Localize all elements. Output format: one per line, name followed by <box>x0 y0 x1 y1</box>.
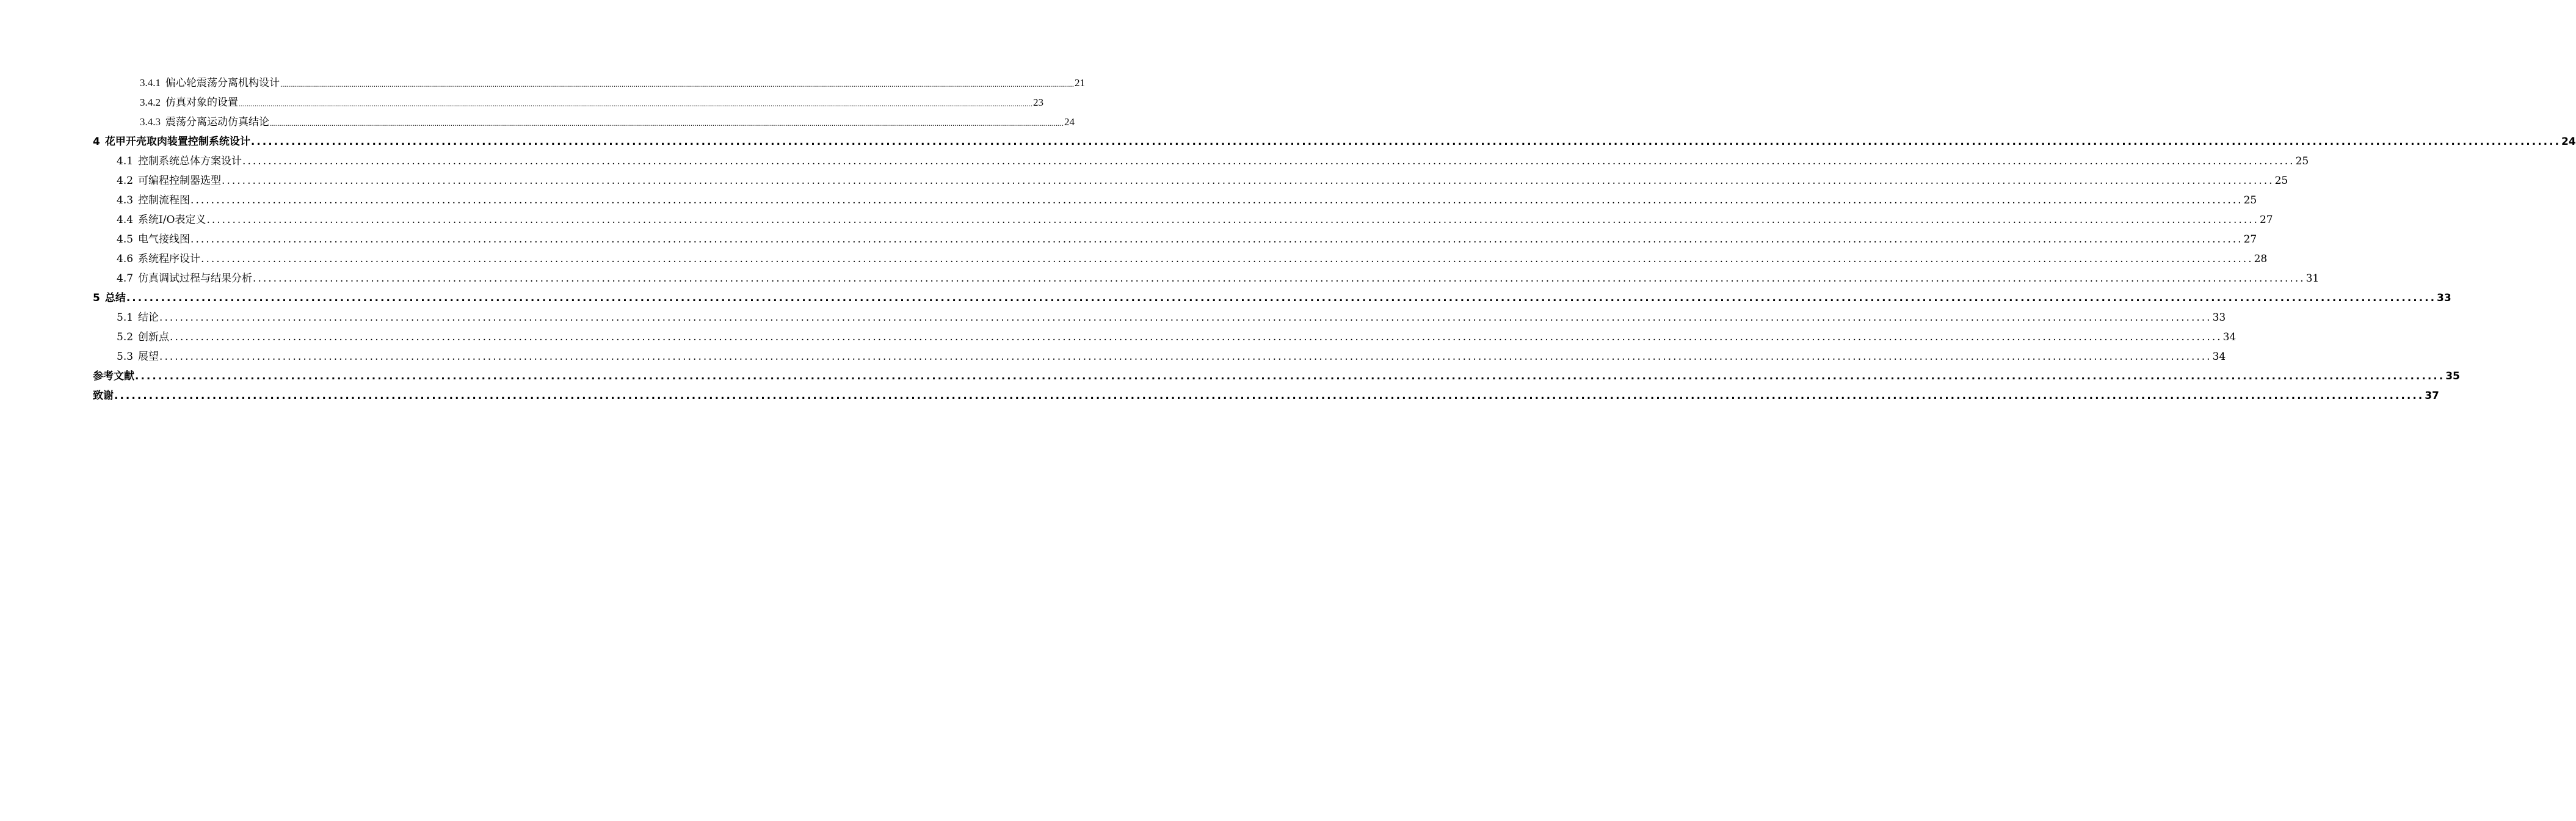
toc-entry-text: 系统I/O表定义 <box>138 214 206 226</box>
toc-entry-5-2[interactable] <box>117 324 2237 343</box>
toc-entry-text: 震荡分离运动仿真结论 <box>165 116 269 128</box>
toc-entry-references[interactable] <box>93 363 2460 382</box>
dot-leader: ................................................................................................................................................................................................................................................................................................................................................................................................................ <box>280 79 1074 89</box>
toc-entry-page: 27 <box>2259 214 2273 226</box>
toc-entry-page: 24 <box>2561 136 2576 148</box>
toc-entry-title <box>117 230 190 246</box>
dot-leader: ................................................................................................................................................................................................................................................................................................................................................................................................................ <box>159 351 2212 363</box>
toc-entry-text: 系统程序设计 <box>138 253 201 265</box>
toc-entry-page: 37 <box>2425 390 2439 402</box>
toc-entry-text: 仿真对象的设置 <box>165 97 238 108</box>
toc-entry-page: 21 <box>1075 77 1085 89</box>
toc-entry-page: 25 <box>2295 155 2309 167</box>
toc-entry-3-4-3[interactable] <box>140 109 1075 128</box>
toc-entry-title <box>140 113 269 128</box>
dot-leader: ................................................................................................................................................................................................................................................................................................................................................................................................................ <box>170 331 2222 343</box>
toc-entry-title <box>117 308 159 324</box>
toc-entry-page: 24 <box>1064 116 1075 128</box>
dot-leader: ................................................................................................................................................................................................................................................................................................................................................................................................................ <box>222 175 2274 187</box>
toc-entry-5-1[interactable] <box>117 304 2226 324</box>
toc-entry-page: 31 <box>2306 272 2320 285</box>
dot-leader: ................................................................................................................................................................................................................................................................................................................................................................................................................ <box>135 370 2445 382</box>
toc-entry-page: 33 <box>2437 292 2451 304</box>
toc-entry-number: 4.1 <box>117 155 134 167</box>
toc-entry-text: 参考文献 <box>93 370 134 382</box>
toc-entry-number: 4.7 <box>117 272 134 285</box>
toc-entry-text: 创新点 <box>138 331 170 343</box>
toc-entry-title <box>117 172 221 187</box>
toc-entry-page: 35 <box>2445 370 2460 382</box>
toc-entry-title <box>140 93 238 109</box>
toc-entry-number: 5.2 <box>117 331 134 343</box>
toc-entry-3-4-2[interactable] <box>140 89 1043 109</box>
toc-entry-page: 34 <box>2222 331 2237 343</box>
toc-entry-number: 4.5 <box>117 233 134 246</box>
toc-entry-text: 控制系统总体方案设计 <box>138 155 242 167</box>
toc-entry-title <box>93 387 114 402</box>
dot-leader: ................................................................................................................................................................................................................................................................................................................................................................................................................ <box>270 119 1064 128</box>
toc-entry-page: 25 <box>2274 175 2288 187</box>
dot-leader: ................................................................................................................................................................................................................................................................................................................................................................................................................ <box>239 99 1032 108</box>
toc-entry-title <box>117 250 200 265</box>
toc-entry-number: 3.4.2 <box>140 97 161 108</box>
toc-entry-text: 仿真调试过程与结果分析 <box>138 272 253 285</box>
toc-entry-title <box>117 348 159 363</box>
dot-leader: ................................................................................................................................................................................................................................................................................................................................................................................................................ <box>201 253 2254 265</box>
toc-entry-number: 4.6 <box>117 253 134 265</box>
toc-entry-number: 4.4 <box>117 214 134 226</box>
toc-entry-title <box>117 191 190 206</box>
toc-entry-text: 致谢 <box>93 390 114 402</box>
toc-entry-number: 4.2 <box>117 175 134 187</box>
toc-entry-text: 总结 <box>104 292 126 304</box>
toc-entry-title <box>117 211 206 226</box>
toc-entry-text: 结论 <box>138 312 159 324</box>
toc-entry-page: 25 <box>2243 194 2257 206</box>
toc-entry-page: 33 <box>2212 312 2226 324</box>
toc-entry-4-7[interactable] <box>117 265 2320 285</box>
toc-entry-title <box>117 152 242 167</box>
dot-leader: ................................................................................................................................................................................................................................................................................................................................................................................................................ <box>253 272 2306 285</box>
toc-entry-title <box>93 367 134 382</box>
dot-leader: ................................................................................................................................................................................................................................................................................................................................................................................................................ <box>206 214 2259 226</box>
toc-entry-4-3[interactable] <box>117 187 2257 206</box>
toc-entry-4-4[interactable] <box>117 206 2273 226</box>
toc-entry-number: 4.3 <box>117 194 134 206</box>
toc-entry-number: 3.4.3 <box>140 116 161 128</box>
toc-entry-title <box>117 269 252 285</box>
toc-entry-title <box>93 133 250 148</box>
toc-entry-text: 花甲开壳取肉装置控制系统设计 <box>104 136 250 148</box>
toc-entry-chapter-5[interactable] <box>93 285 2451 304</box>
toc-entry-acknowledgements[interactable] <box>93 382 2439 402</box>
toc-entry-page: 28 <box>2254 253 2268 265</box>
toc-entry-number: 3.4.1 <box>140 77 161 89</box>
toc-entry-4-1[interactable] <box>117 148 2309 167</box>
toc-entry-page: 27 <box>2243 233 2257 246</box>
dot-leader: ................................................................................................................................................................................................................................................................................................................................................................................................................ <box>190 233 2243 246</box>
toc-entry-4-2[interactable] <box>117 167 2288 187</box>
toc-entry-text: 电气接线图 <box>138 233 190 246</box>
dot-leader: ................................................................................................................................................................................................................................................................................................................................................................................................................ <box>159 312 2212 324</box>
toc-entry-title <box>93 289 126 304</box>
toc-entry-title <box>117 328 169 343</box>
toc-entry-number: 5 <box>93 292 100 304</box>
dot-leader: ................................................................................................................................................................................................................................................................................................................................................................................................................ <box>190 194 2243 206</box>
dot-leader: ................................................................................................................................................................................................................................................................................................................................................................................................................ <box>126 292 2437 304</box>
toc-entry-chapter-4[interactable] <box>93 128 2576 148</box>
toc-entry-number: 5.1 <box>117 312 134 324</box>
toc-entry-text: 控制流程图 <box>138 194 190 206</box>
toc-entry-page: 23 <box>1033 97 1043 108</box>
toc-entry-3-4-1[interactable] <box>140 70 1085 89</box>
toc-entry-5-3[interactable] <box>117 343 2226 363</box>
dot-leader: ................................................................................................................................................................................................................................................................................................................................................................................................................ <box>242 155 2295 167</box>
toc-entry-number: 4 <box>93 136 100 148</box>
toc-entry-text: 可编程控制器选型 <box>138 175 222 187</box>
toc-entry-text: 展望 <box>138 351 159 363</box>
toc-entry-4-5[interactable] <box>117 226 2257 246</box>
toc-entry-title <box>140 74 280 89</box>
dot-leader: ................................................................................................................................................................................................................................................................................................................................................................................................................ <box>114 390 2425 402</box>
toc-entry-number: 5.3 <box>117 351 134 363</box>
toc-entry-4-6[interactable] <box>117 246 2268 265</box>
dot-leader: ................................................................................................................................................................................................................................................................................................................................................................................................................ <box>250 136 2561 148</box>
toc-entry-page: 34 <box>2212 351 2226 363</box>
toc-entry-text: 偏心轮震荡分离机构设计 <box>165 77 280 89</box>
